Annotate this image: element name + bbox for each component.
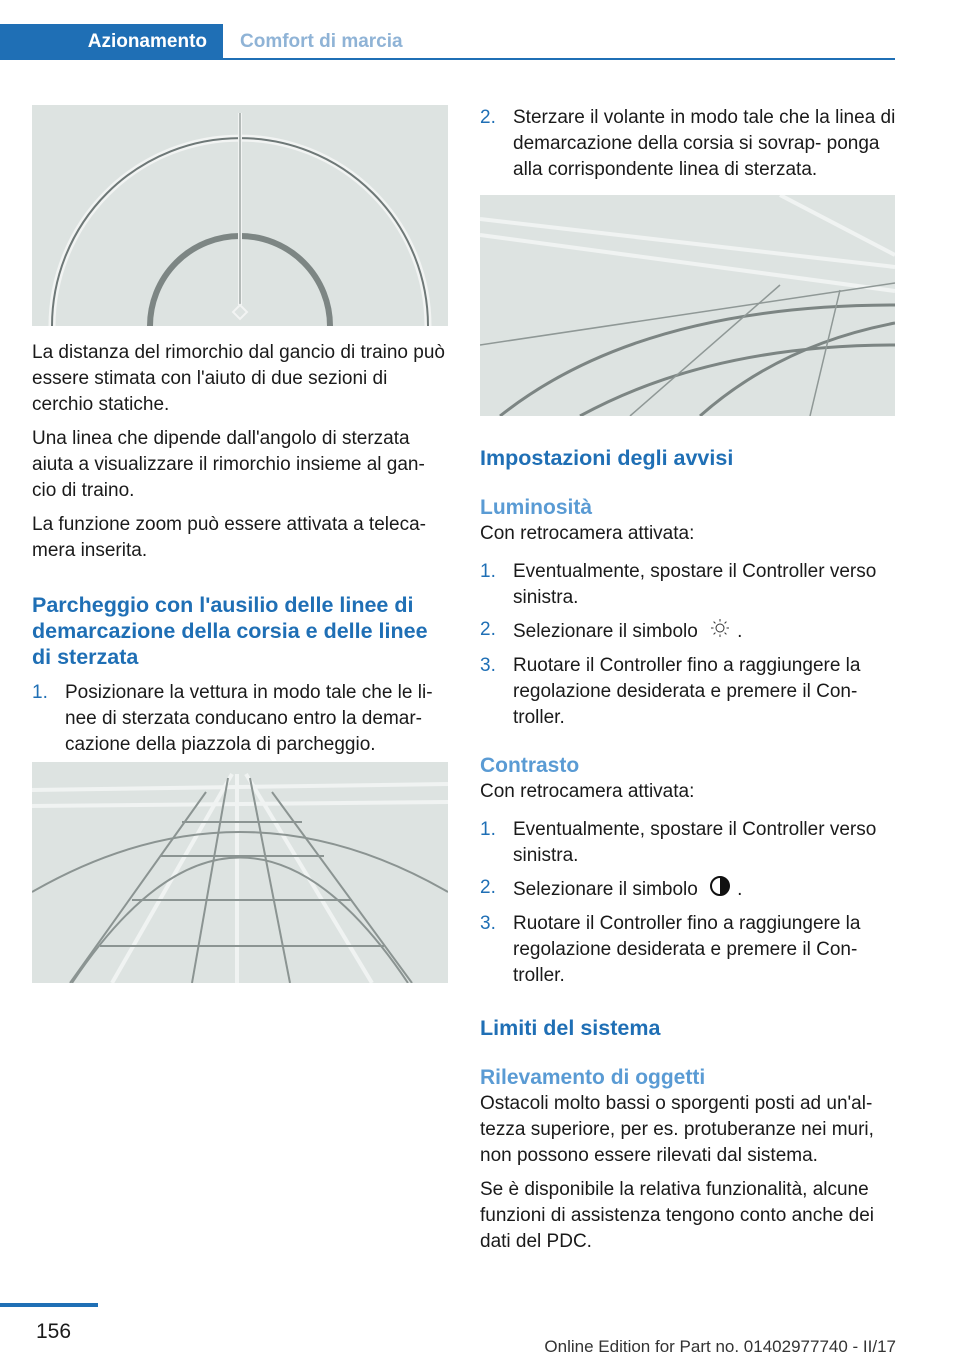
step-text: Ruotare il Controller fino a raggiungere la regolazione desiderata e premere il Con‐ troller.	[513, 913, 861, 986]
step-number: 1.	[32, 682, 48, 703]
step-number: 2.	[480, 107, 496, 128]
trailer-distance-text: La distanza del rimorchio dal gancio di traino può essere stimata con l'aiuto di due sezioni di cerchio statiche.	[32, 342, 445, 415]
brightness-intro: Con retrocamera attivata:	[480, 523, 695, 544]
step-number: 3.	[480, 655, 496, 676]
step-text-tail: .	[737, 879, 743, 901]
figure-trailer-arcs	[32, 105, 448, 326]
contrast-intro: Con retrocamera attivata:	[480, 781, 695, 802]
section-tab-active: Azionamento	[0, 24, 223, 60]
step-text: Selezionare il simbolo	[513, 879, 698, 901]
object-detection-subheading: Rilevamento di oggetti	[480, 1066, 706, 1089]
step-text: Sterzare il volante in modo tale che la linea di demarcazione della corsia si sovrap‐ ponga alla corrispondente linea di sterzata.	[513, 107, 896, 180]
step-number: 1.	[480, 561, 496, 582]
contrast-step-2	[480, 875, 896, 905]
contrast-icon	[709, 875, 731, 905]
figure-lane-overlay	[480, 195, 895, 416]
step-text: Eventualmente, spostare il Controller verso sinistra.	[513, 819, 877, 866]
step-text: Posizionare la vettura in modo tale che le li‐ nee di sterzata conducano entro la demar‐ cazione della piazzola di parcheggio.	[65, 682, 433, 755]
figure-parking-lines	[32, 762, 448, 983]
step-number: 2.	[480, 619, 496, 640]
step-text-tail: .	[737, 621, 743, 643]
step-number: 3.	[480, 913, 496, 934]
object-detection-text-1: Ostacoli molto bassi o sporgenti posti ad un'al‐ tezza superiore, per es. protuberanze nei muri, non possono essere rilevati dal sistema.	[480, 1093, 874, 1166]
step-number: 1.	[480, 819, 496, 840]
section-tab-inactive: Comfort di marcia	[240, 31, 403, 52]
step-text: Selezionare il simbolo	[513, 621, 698, 643]
step-text: Eventualmente, spostare il Controller verso sinistra.	[513, 561, 877, 608]
edition-note: Online Edition for Part no. 01402977740 - II/17	[544, 1337, 896, 1356]
header-rule	[223, 58, 895, 60]
contrast-step-1	[480, 817, 896, 869]
parking-lines-heading: Parcheggio con l'ausilio delle linee di demarcazione della corsia e delle linee di sterzata	[32, 593, 428, 669]
contrast-step-3	[480, 911, 896, 989]
brightness-step-3	[480, 653, 896, 731]
step-number: 2.	[480, 877, 496, 898]
system-limits-heading: Limiti del sistema	[480, 1016, 661, 1040]
object-detection-text-2: Se è disponibile la relativa funzionalità, alcune funzioni di assistenza tengono conto anche dei dati del PDC.	[480, 1179, 874, 1252]
parking-step-1	[32, 680, 448, 758]
page-number: 156	[36, 1320, 72, 1343]
brightness-subheading: Luminosità	[480, 496, 593, 519]
brightness-icon	[709, 617, 731, 647]
brightness-step-1	[480, 559, 896, 611]
brightness-step-2	[480, 617, 896, 647]
step-text: Ruotare il Controller fino a raggiungere la regolazione desiderata e premere il Con‐ troller.	[513, 655, 861, 728]
footer-rule	[0, 1303, 98, 1307]
zoom-function-text: La funzione zoom può essere attivata a teleca‐ mera inserita.	[32, 514, 426, 561]
page-header	[0, 0, 960, 62]
parking-step-2	[480, 105, 896, 183]
steering-line-text: Una linea che dipende dall'angolo di sterzata aiuta a visualizzare il rimorchio insieme al gan‐ cio di traino.	[32, 428, 425, 501]
warning-settings-heading: Impostazioni degli avvisi	[480, 446, 734, 470]
contrast-subheading: Contrasto	[480, 754, 580, 777]
